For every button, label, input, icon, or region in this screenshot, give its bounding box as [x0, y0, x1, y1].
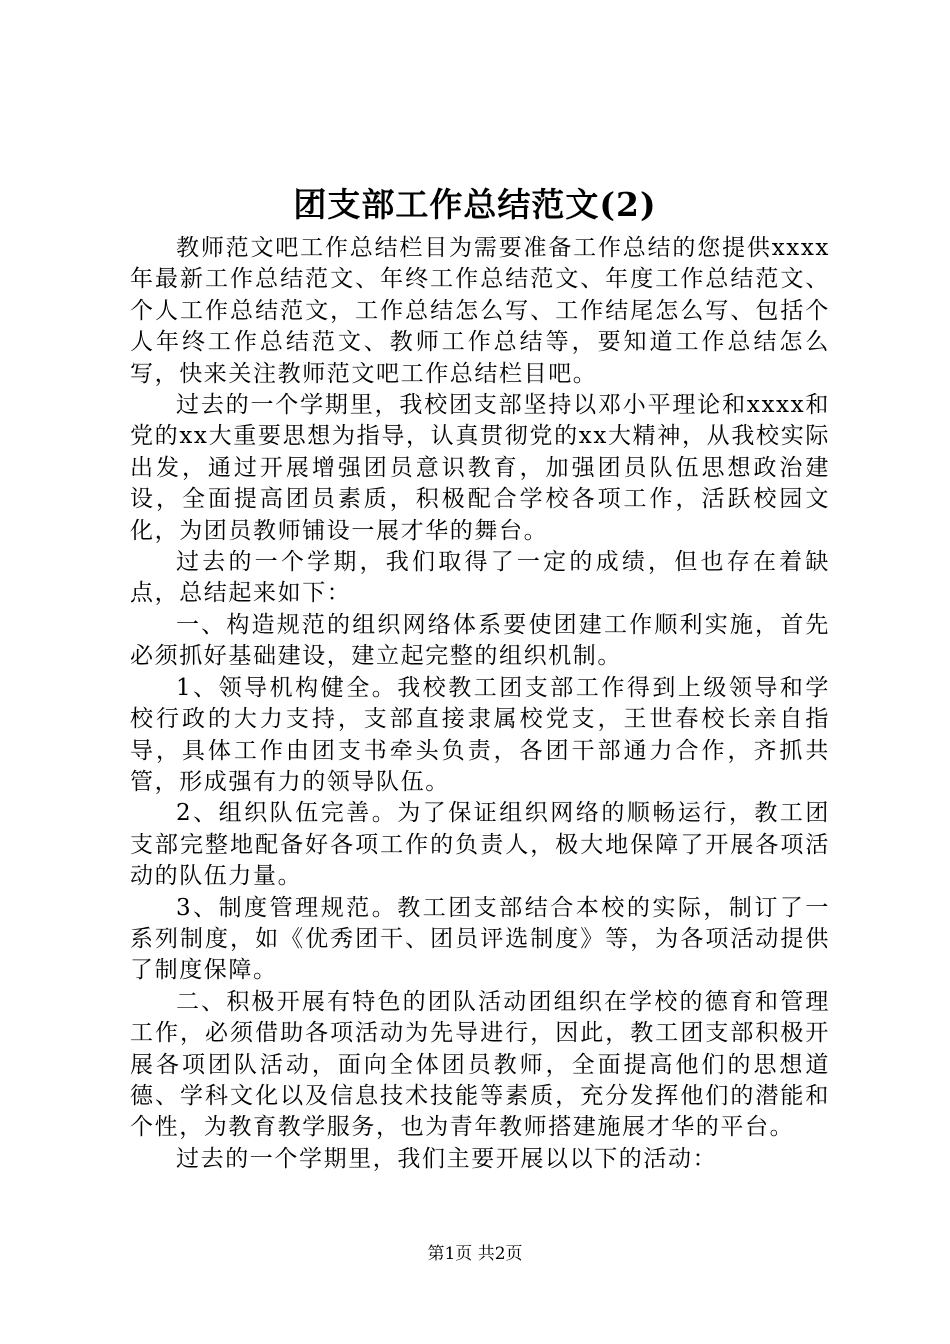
document-title: 团支部工作总结范文(2) — [293, 185, 657, 224]
paragraph-item-1: 1、领导机构健全。我校教工团支部工作得到上级领导和学校行政的大力支持，支部直接隶属校党支，王世春校长亲自指导，具体工作由团支书牵头负责，各团干部通力合作，齐抓共管，形成强有力的领导队伍。 — [130, 674, 830, 795]
paragraph-intro: 教师范文吧工作总结栏目为需要准备工作总结的您提供xxxx年最新工作总结范文、年终工作总结范文、年度工作总结范文、个人工作总结范文，工作总结怎么写、工作结尾怎么写、包括个人年终工作总结范文、教师工作总结等，要知道工作总结怎么写，快来关注教师范文吧工作总结栏目吧。 — [130, 235, 830, 387]
paragraph-activities-lead: 过去的一个学期里，我们主要开展以以下的活动： — [176, 1145, 718, 1172]
page-number-footer: 第1页 共2页 — [427, 1244, 523, 1264]
paragraph-section-1: 一、构造规范的组织网络体系要使团建工作顺利实施，首先必须抓好基础建设，建立起完整的组织机制。 — [130, 611, 830, 670]
paragraph-item-2: 2、组织队伍完善。为了保证组织网络的顺畅运行，教工团支部完整地配备好各项工作的负责人，极大地保障了开展各项活动的队伍力量。 — [130, 800, 830, 890]
paragraph-summary-lead: 过去的一个学期，我们取得了一定的成绩，但也存在着缺点，总结起来如下： — [130, 549, 830, 607]
paragraph-overview: 过去的一个学期里，我校团支部坚持以邓小平理论和xxxx和党的xx大重要思想为指导，认真贯彻党的xx大精神，从我校实际出发，通过开展增强团员意识教育，加强团员队伍思想政治建设，全面提高团员素质，积极配合学校各项工作，活跃校园文化，为团员教师铺设一展才华的舞台。 — [130, 392, 830, 544]
paragraph-item-3: 3、制度管理规范。教工团支部结合本校的实际，制订了一系列制度，如《优秀团干、团员评选制度》等，为各项活动提供了制度保障。 — [130, 894, 830, 984]
paragraph-section-2: 二、积极开展有特色的团队活动团组织在学校的德育和管理工作，必须借助各项活动为先导进行，因此，教工团支部积极开展各项团队活动，面向全体团员教师，全面提高他们的思想道德、学科文化以及信息技术技能等素质，充分发挥他们的潜能和个性，为教育教学服务，也为青年教师搭建施展才华的平台。 — [130, 988, 830, 1141]
document-body — [130, 233, 830, 1175]
